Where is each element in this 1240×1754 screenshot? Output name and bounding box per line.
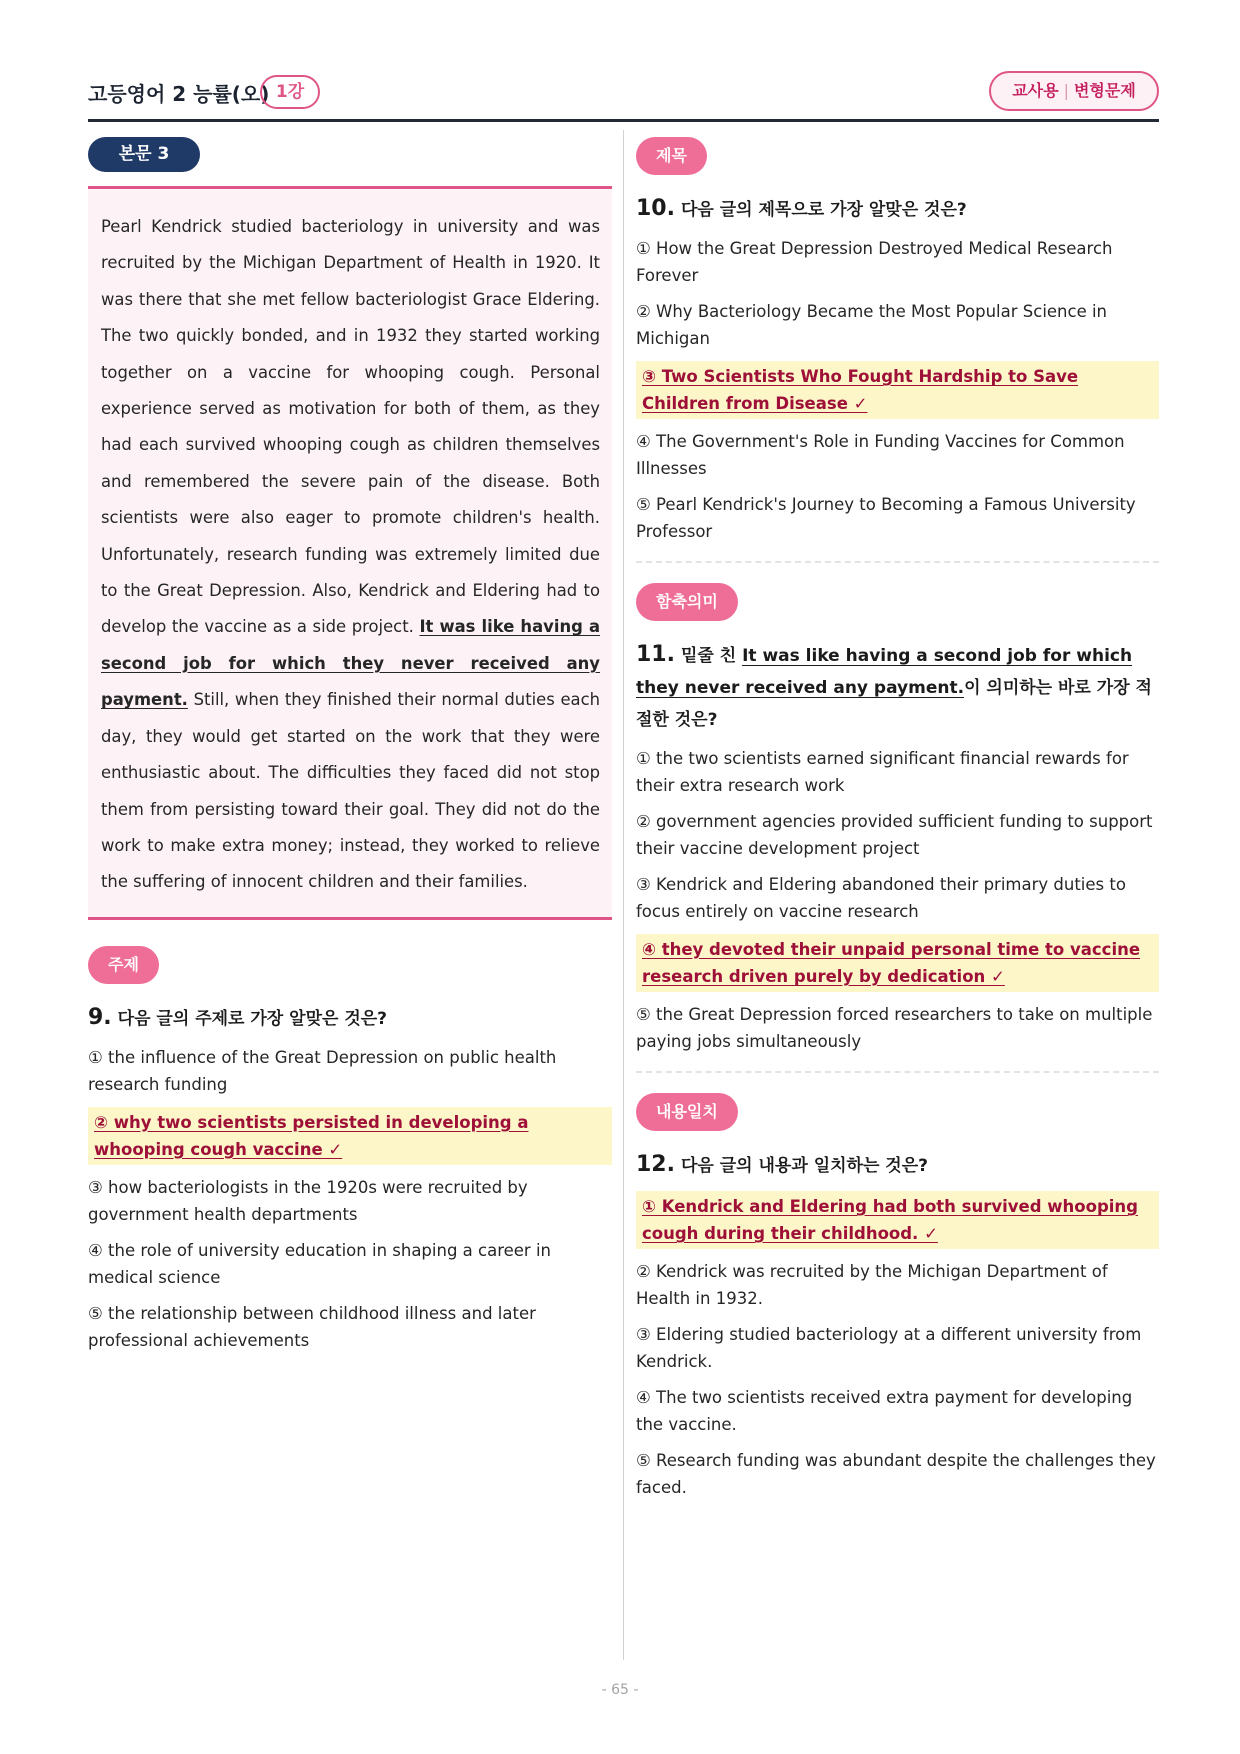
q11-prompt-before: 밑줄 친	[680, 646, 743, 666]
q11-type-label: 함축의미	[636, 583, 738, 621]
q11-choice-1: ① the two scientists earned significant financial rewards for their extra research work	[636, 749, 1129, 795]
q10-choice-4: ④ The Government's Role in Funding Vaccines for Common Illnesses	[636, 432, 1125, 478]
q10-choice-1: ① How the Great Depression Destroyed Medical Research Forever	[636, 239, 1113, 285]
edition-tag-left: 교사용	[1012, 81, 1059, 100]
q10-prompt-text: 다음 글의 제목으로 가장 알맞은 것은?	[680, 200, 967, 220]
column-divider	[623, 130, 624, 1660]
lesson-badge: 1강	[260, 75, 320, 109]
q9-number: 9.	[88, 1004, 112, 1030]
q10-choice-3-answer: ③ Two Scientists Who Fought Hardship to Save Children from Disease ✓	[636, 361, 1159, 419]
q12-type-label: 내용일치	[636, 1093, 738, 1131]
q10-choice-2: ② Why Bacteriology Became the Most Popular Science in Michigan	[636, 302, 1108, 348]
left-column	[88, 137, 612, 1354]
book-title: 고등영어 2 능률(오)	[88, 82, 270, 106]
q9-choice-5: ⑤ the relationship between childhood illness and later professional achievements	[88, 1303, 536, 1350]
q11-number: 11.	[636, 642, 675, 667]
page-number: - 65 -	[601, 1682, 639, 1698]
q9-prompt	[88, 1002, 612, 1035]
q9-type-label: 주제	[88, 946, 159, 984]
q11-choice-4-answer: ④ they devoted their unpaid personal time to vaccine research driven purely by dedication ✓	[636, 934, 1159, 992]
passage-box	[88, 186, 612, 920]
q11-choice-3: ③ Kendrick and Eldering abandoned their primary duties to focus entirely on vaccine research	[636, 875, 1126, 921]
q9-prompt-text: 다음 글의 주제로 가장 알맞은 것은?	[117, 1008, 388, 1029]
q12-choice-4: ④ The two scientists received extra payment for developing the vaccine.	[636, 1388, 1133, 1434]
edition-tag-separator: |	[1063, 81, 1069, 100]
q12-choice-1-answer: ① Kendrick and Eldering had both survived whooping cough during their childhood. ✓	[636, 1191, 1159, 1249]
right-column	[636, 137, 1159, 1501]
q9-choice-3: ③ how bacteriologists in the 1920s were recruited by government health departments	[88, 1177, 528, 1224]
q9-choice-2-answer: ② why two scientists persisted in developing a whooping cough vaccine ✓	[88, 1107, 612, 1165]
edition-badge	[989, 71, 1159, 111]
q12-number: 12.	[636, 1152, 675, 1177]
q11-prompt-after: 이 의미하는 바로 가장 적절한 것은?	[636, 678, 1152, 730]
q9-choice-1: ① the influence of the Great Depression on public health research funding	[88, 1047, 557, 1094]
passage-label: 본문 3	[88, 137, 200, 172]
q11-choice-2: ② government agencies provided sufficient funding to support their vaccine development project	[636, 812, 1153, 858]
q9-choice-4: ④ the role of university education in shaping a career in medical science	[88, 1240, 551, 1287]
q12-choice-2: ② Kendrick was recruited by the Michigan Department of Health in 1932.	[636, 1262, 1108, 1308]
q10-choice-5: ⑤ Pearl Kendrick's Journey to Becoming a Famous University Professor	[636, 495, 1136, 541]
q10-prompt	[636, 193, 1159, 226]
q11-prompt	[636, 639, 1159, 736]
passage-text-before: Pearl Kendrick studied bacteriology in university and was recruited by the Michigan Department of Health in 1920. It was there that she met fellow bacteriologist Grace Eldering. The two quickly bonded, and in 1932 they started working together on a vaccine for whooping cough. Personal experience served as motivation for both of them, as they had each survived whooping cough as children themselves and remembered the severe pain of the disease. Both scientists were also eager to promote children's health. Unfortunately, research funding was extremely limited due to the Great Depression. Also, Kendrick and Eldering had to develop the vaccine as a side project.	[101, 217, 600, 637]
q10-number: 10.	[636, 196, 675, 221]
edition-tag-right: 변형문제	[1073, 81, 1136, 100]
q12-prompt	[636, 1149, 1159, 1182]
q12-choice-3: ③ Eldering studied bacteriology at a different university from Kendrick.	[636, 1325, 1142, 1371]
page-header	[88, 70, 1159, 122]
passage-text	[101, 209, 600, 901]
q12-choice-5: ⑤ Research funding was abundant despite the challenges they faced.	[636, 1451, 1156, 1497]
passage-text-after: Still, when they finished their normal duties each day, they would get started on the work that they were enthusiastic about. The difficulties they faced did not stop them from persisting toward their goal. They did not do the work to make extra money; instead, they worked to relieve the suffering of innocent children and their families.	[101, 690, 600, 892]
passage-underlined-sentence: It was like having a second job for which they never received any payment.	[101, 617, 601, 710]
q11-prompt-underlined: It was like having a second job for which they never received any payment.	[636, 646, 1133, 698]
q11-choice-5: ⑤ the Great Depression forced researchers to take on multiple paying jobs simultaneously	[636, 1005, 1153, 1051]
q10-type-label: 제목	[636, 137, 707, 175]
q12-prompt-text: 다음 글의 내용과 일치하는 것은?	[680, 1156, 929, 1176]
